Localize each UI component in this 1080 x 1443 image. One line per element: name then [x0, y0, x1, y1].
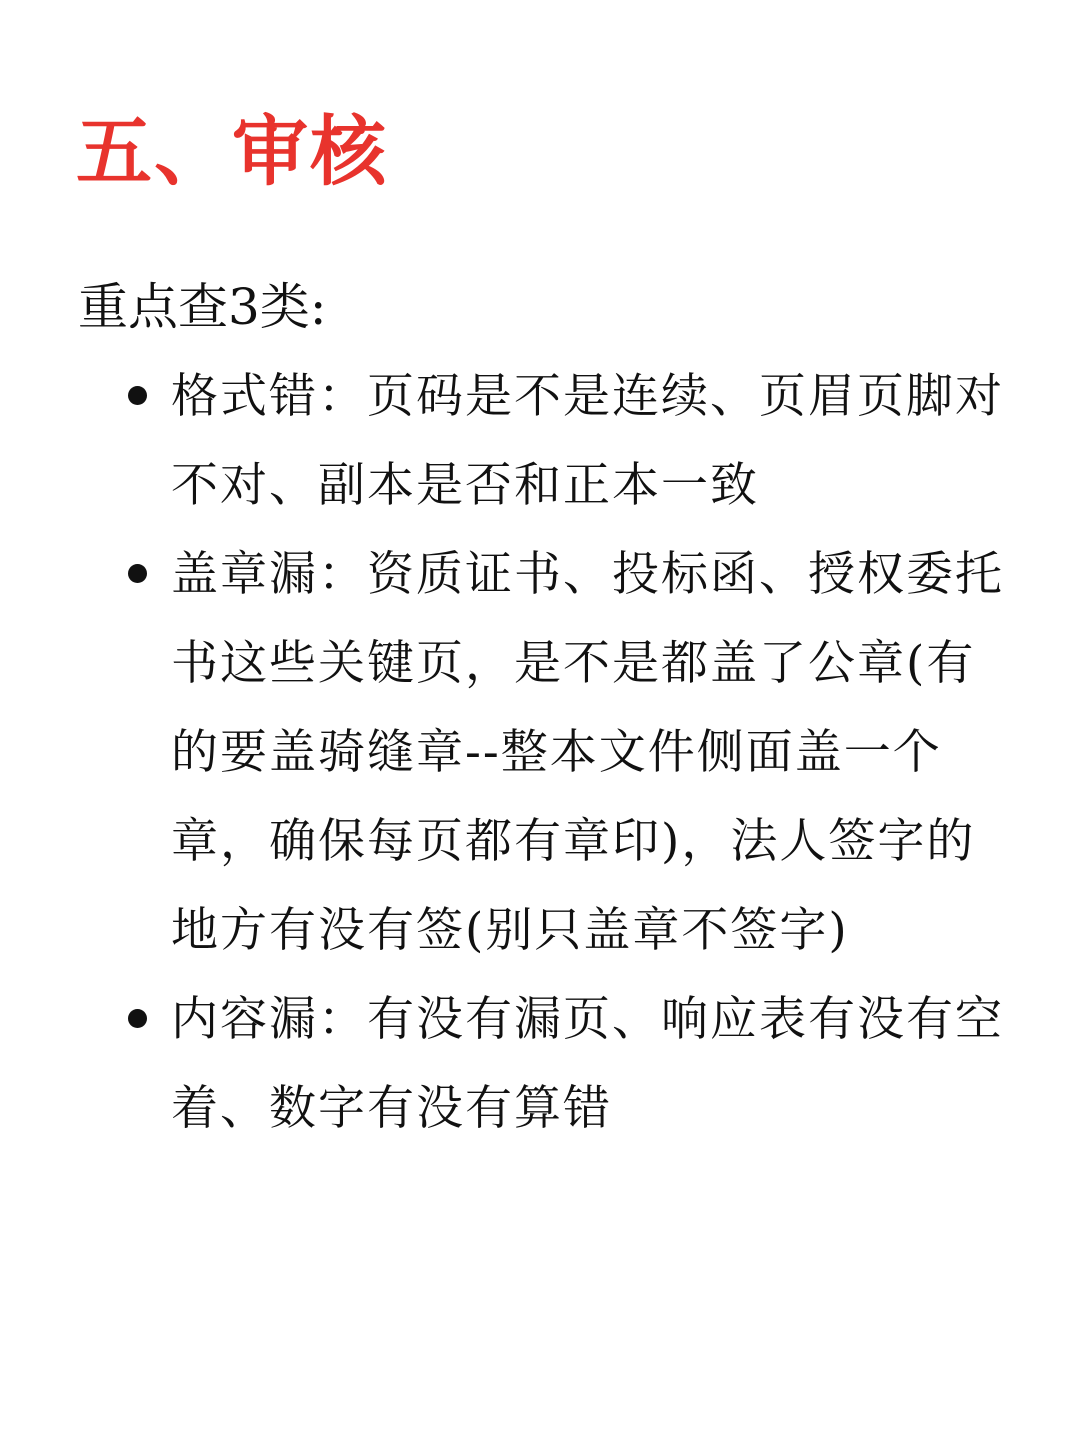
bullet-icon: [128, 1009, 147, 1028]
bullet-icon: [128, 564, 147, 583]
checklist: [120, 352, 1020, 1153]
list-item-text: 格式错：页码是不是连续、页眉页脚对不对、副本是否和正本一致: [171, 369, 1004, 513]
list-item-format: [120, 352, 1020, 530]
bullet-icon: [128, 386, 147, 405]
intro-text: 重点查3类:: [78, 278, 327, 336]
list-item-stamp: [120, 530, 1020, 975]
list-item-text: 盖章漏：资质证书、投标函、授权委托书这些关键页，是不是都盖了公章(有的要盖骑缝章--整本文件侧面盖一个章，确保每页都有章印)，法人签字的地方有没有签(别只盖章不签字): [171, 547, 1004, 958]
section-title: 五、审核: [76, 107, 388, 196]
list-item-text: 内容漏：有没有漏页、响应表有没有空着、数字有没有算错: [171, 992, 1004, 1136]
list-item-content: [120, 975, 1020, 1153]
